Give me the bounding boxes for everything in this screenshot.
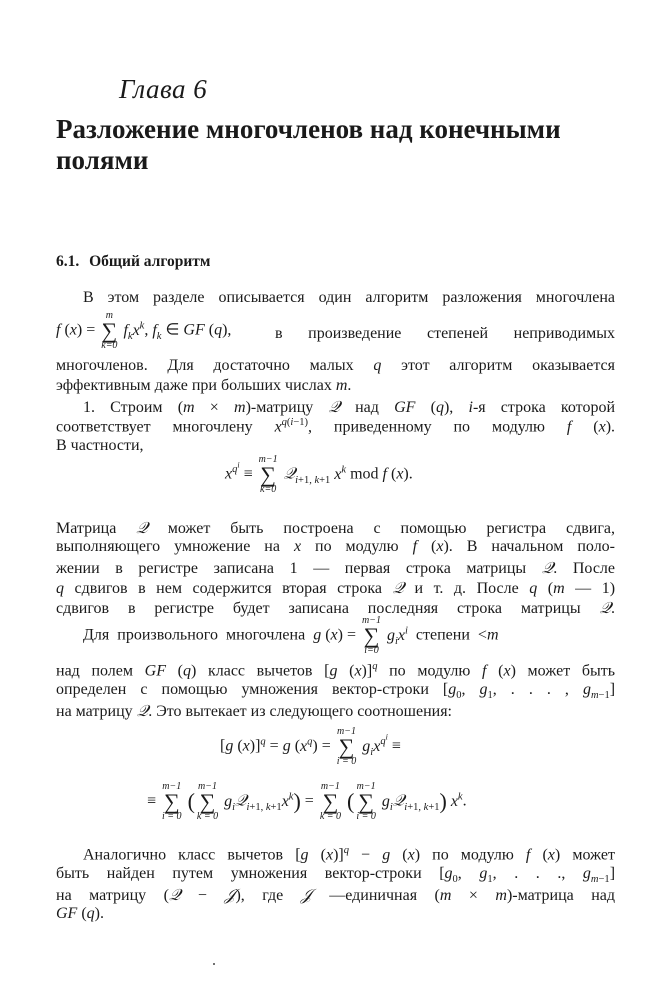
sum-symbol: m−1 ∑ i = 0 [336,726,357,767]
para1-line2-formula: f (x) = m ∑ k=0 $f_kx^k$, $f_k$ ∈ GF (q), [56,310,232,351]
sum-symbol: m−1 ∑ k = 0 [319,781,342,822]
section-title: Общий алгоритм [89,253,211,270]
para2-line2: выполняющего умножение на x по модулю f (x). В начальном поло- [56,538,616,555]
chapter-label: Глава 6 [119,74,208,104]
para4-line4: GF (q). [56,905,104,922]
step1-line1: 1. Строим (m × m)-матрицу 𝒬 над GF (q), i-я строка которой [83,397,616,416]
para1-line2-text: в произведение степеней неприводимых [275,325,615,342]
chapter-title-line-1: Разложение многочленов над конечными [56,114,561,144]
para3-line4: на матрицу 𝒬. Это вытекает из следующего соотношения: [56,701,452,720]
para1-line3: многочленов. Для достаточно малых q этот алгоритм оказывается [56,357,615,374]
para3-line2: над полем GF (q) класс вычетов [g (x)]$^q$ по модулю f (x) может быть [56,661,616,680]
sum-symbol: m−1 ∑ i = 0 [356,781,376,822]
para4-line2: быть найден путем умножения вектор-строки [$g_0$, $g_1$, . . ., $g_{m-1}$] [56,865,616,886]
sum-symbol: m ∑ k=0 [101,310,118,351]
sum-symbol: m−1 ∑ i = 0 [162,781,182,822]
formula-xqi: $x^{q^i}$ ≡ m−1 ∑ k=0 𝒬$_{i+1, k+1}$ $x^k$ mod f (x). [225,454,413,495]
para2-line3: жении в регистре записана 1 — первая строка матрицы 𝒬. После [56,558,616,577]
para2-line5: сдвигов в регистре будет записана последняя строка матрицы 𝒬. [56,598,615,617]
section-heading [56,253,210,271]
formula-gq-line2: ≡ m−1 ∑ i = 0 ( m−1 ∑ k = 0 $g_i𝒬_{i+1, k+1}x^k$) = m−1 ∑ k = 0 ( m−1 ∑ i = 0 $g_i𝒬_{i+1, k+1}$) $x^k$. [147,781,467,822]
para4-line1: Аналогично класс вычетов [g (x)]$^q$ − g (x) по модулю f (x) может [83,845,615,864]
sum-symbol: m−1 ∑ i=0 [361,615,381,656]
chapter-title [56,114,616,176]
para3-line1: Для произвольного многочлена g (x) = m−1 ∑ i=0 $g_ix^i$ степени <m [83,615,499,656]
formula-gq-line1: [g (x)]$^q$ = g $(x^q)$ = m−1 ∑ i = 0 $g_ix^{q^i}$ ≡ [220,726,401,767]
para2-line1: Матрица 𝒬 может быть построена с помощью регистра сдвига, [56,518,616,537]
step1-line3: В частности, [56,437,144,454]
para3-line3: определен с помощью умножения вектор-строки [$g_0$, $g_1$, . . . , $g_{m-1}$] [56,681,616,702]
para1-line4: эффективным даже при больших числах m. [56,377,352,394]
sum-symbol: m−1 ∑ k=0 [258,454,278,495]
print-speck [213,963,215,965]
sum-symbol: m−1 ∑ k = 0 [196,781,219,822]
para4-line3: на матрицу (𝒬 − 𝒥), где 𝒥 —единичная (m × m)-матрица над [56,885,615,904]
step1-line2: соответствует многочлену $x^{q(i-1)}$, приведенному по модулю f (x). [56,417,616,436]
chapter-title-line-2: полями [56,145,149,175]
section-number: 6.1. [56,253,80,270]
para2-line4: q сдвигов в нем содержится вторая строка 𝒬 и т. д. После q (m — 1) [56,578,616,597]
para1-line1: В этом разделе описывается один алгоритм разложения многочлена [83,289,615,306]
